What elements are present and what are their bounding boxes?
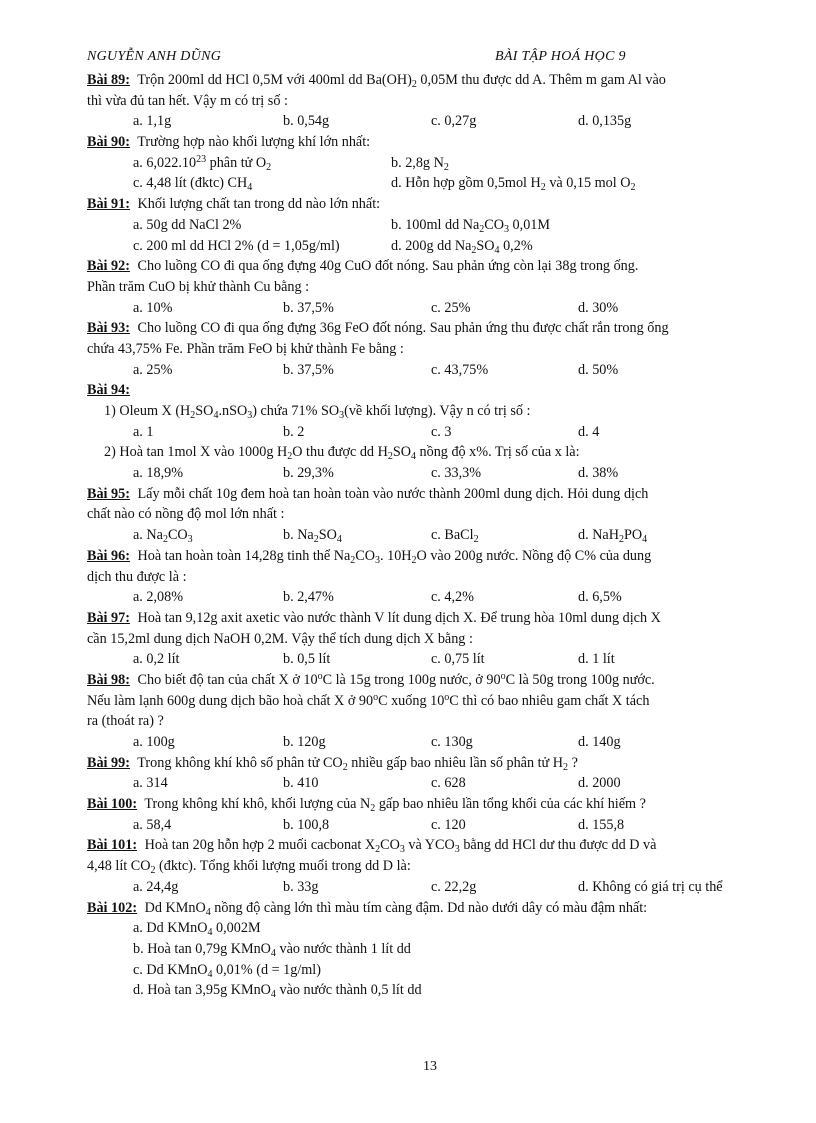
answer-option: b. 100,8 [283,816,330,833]
answer-option: d. 155,8 [578,816,625,833]
question-text: Dd KMnO$_4$ nồng độ càng lớn thì màu tím càng đậm. Dd nào dưới dây có màu đậm nhất: [141,899,648,918]
answer-options-row [87,773,787,794]
question-number: Bài 97: [87,609,130,626]
answer-option: d. 50% [578,361,619,378]
question-text: Trường hợp nào khối lượng khí lớn nhất: [133,134,371,151]
answer-option: b. 100ml dd $Na_2CO_3$ 0,01M [391,216,550,235]
answer-option: a. 6,022.10$^{23}$ phân tử $O_2$ [133,153,272,173]
question-text-line: chất nào có nồng độ mol lớn nhất : [87,506,285,523]
header-author: NGUYỄN ANH DŨNG [87,49,222,64]
answer-options-row [87,298,787,319]
question-text-line: chứa 43,75% Fe. Phần trăm FeO bị khử thành Fe bằng : [87,340,404,357]
question-line [87,318,787,339]
answer-option: d. Hỗn hợp gồm 0,5mol $H_2$ và 0,15 mol $O_2$ [391,175,636,194]
answer-option: b. 2,8g $N_2$ [391,154,449,173]
answer-option: d. Không có giá trị cụ thể [578,878,723,895]
question-text: Trộn 200ml dd HCl 0,5M với 400ml dd $Ba(OH)_2$ 0,05M thu được dd A. Thêm m gam Al vào [133,72,666,90]
answer-option: a. 2,08% [133,589,184,606]
question-text: Trong không khí khô, khối lượng của $N_2$ gấp bao nhiêu lần tổng khối của các khí hiếm ? [141,796,646,815]
answer-option: a. 58,4 [133,816,172,833]
answer-option: a. 0,2 lít [133,651,180,668]
question-number: Bài 96: [87,547,130,564]
answer-option: d. 140g [578,734,621,750]
question-number: Bài 100: [87,796,138,813]
question-number: Bài 91: [87,196,130,213]
question-number: Bài 98: [87,671,130,688]
question-number: Bài 93: [87,320,130,337]
answer-options-row [87,111,787,132]
answer-option: b. $Na_2SO_4$ [283,527,342,546]
question-text-line: Nếu làm lạnh 600g dung dịch bão hoà chất X ở 90$^o$C xuống 10$^o$C thì có bao nhiêu gam chất X tách [87,691,650,709]
answer-option: a. $Na_2CO_3$ [133,527,193,546]
question-line [87,898,787,919]
answer-option: b. 2 [283,423,305,440]
question-text-line: Phần trăm CuO bị khử thành Cu bằng : [87,278,310,295]
question-line [87,835,787,856]
question-line [87,753,787,774]
question-text: Lấy mỗi chất 10g đem hoà tan hoàn toàn vào nước thành 200ml dung dịch. Hỏi dung dịch [133,485,649,502]
answer-option: c. 4,48 lít (đktc) $CH_4$ [133,175,253,194]
question-text-line: dịch thu được là : [87,568,187,585]
answer-option: c. 120 [431,816,466,833]
answer-option: d. 6,5% [578,589,622,606]
answer-option: c. 22,2g [431,878,477,895]
question-line [87,670,787,691]
question-text-line: ra (thoát ra) ? [87,713,164,730]
answer-option: b. 120g [283,734,326,750]
answer-options-row [87,877,787,898]
answer-option: b. 37,5% [283,299,334,316]
answer-option: d. 1 lít [578,651,615,668]
answer-options-row [87,236,787,257]
question-text-line: 4,48 lít $CO_2$ (đktc). Tổng khối lượng muối trong dd D là: [87,858,411,877]
answer-option: d. 38% [578,465,619,482]
answer-options-row [87,587,787,608]
answer-option: b. Hoà tan 0,79g KMnO$_4$ vào nước thành 1 lít dd [133,940,411,959]
answer-option: b. 37,5% [283,361,334,378]
answer-option: d. 30% [578,299,619,316]
answer-option: d. 2000 [578,775,621,792]
question-line [87,484,787,505]
sub-question-line: 1) Oleum X $(H_2SO_4.nSO_3)$ chứa 71% $SO_3(về$ khối lượng). Vậy n có trị số : [104,403,531,421]
question-text: Cho biết độ tan của chất X ở 10$^o$C là 15g trong 100g nước, ở 90$^o$C là 50g trong 100g nước. [133,670,655,688]
question-number: Bài 92: [87,258,130,275]
answer-options-row [87,422,787,443]
question-number: Bài 102: [87,899,138,916]
answer-options-row [87,360,787,381]
answer-option: a. 1,1g [133,113,172,130]
answer-option: c. 4,2% [431,589,474,606]
question-number: Bài 99: [87,754,130,771]
answer-option: d. Hoà tan 3,95g KMnO$_4$ vào nước thành 0,5 lít dd [133,982,422,1001]
sub-question-line: 2) Hoà tan 1mol X vào 1000g $H_2O$ thu được dd $H_2SO_4$ nồng độ x%. Trị số của x là: [104,444,580,463]
answer-option: c. Dd KMnO$_4$ 0,01% (d = 1g/ml) [133,961,321,980]
answer-option: a. 1 [133,423,154,440]
answer-option: c. 0,27g [431,113,477,130]
question-text: Hoà tan hoàn toàn 14,28g tinh thể $Na_2CO_3$. $10H_2O$ vào 200g nước. Nồng độ C% của dung [133,547,652,566]
question-line [87,794,787,815]
answer-option: c. 628 [431,775,466,792]
answer-option: d. $NaH_2PO_4$ [578,527,648,546]
answer-option: c. 33,3% [431,465,482,482]
question-line [87,70,787,91]
question-line [87,546,787,567]
answer-options-row [87,153,787,174]
answer-option: d. 4 [578,423,600,440]
answer-options-row [87,732,787,753]
answer-option: b. 29,3% [283,465,334,482]
question-line [87,194,787,215]
header-title: BÀI TẬP HOÁ HỌC 9 [495,49,626,64]
answer-option: d. 0,135g [578,113,632,130]
answer-option: a. 10% [133,299,173,316]
question-text: Trong không khí khô số phân tử $CO_2$ nhiều gấp bao nhiêu lần số phân tử $H_2$ ? [133,754,578,773]
answer-option: d. 200g dd $Na_2SO_4$ 0,2% [391,237,533,256]
question-line [87,608,787,629]
answer-option: c. 130g [431,734,473,750]
question-line [87,132,787,153]
answer-options-row [87,815,787,836]
answer-option: c. 43,75% [431,361,489,378]
question-line [87,256,787,277]
answer-option: a. Dd KMnO$_4$ 0,002M [133,920,261,939]
question-text-line: thì vừa đủ tan hết. Vậy m có trị số : [87,92,288,109]
answer-option: a. 100g [133,734,175,750]
answer-option: c. 0,75 lít [431,651,485,668]
question-text: Khối lượng chất tan trong dd nào lớn nhất: [133,196,381,213]
question-text-line: cần 15,2ml dung dịch NaOH 0,2M. Vậy thể tích dung dịch X bằng : [87,630,473,647]
answer-option: a. 24,4g [133,878,179,895]
answer-options-row [87,463,787,484]
question-text: Hoà tan 9,12g axit axetic vào nước thành V lít dung dịch X. Để trung hòa 10ml dung dịch X [133,609,661,626]
answer-options-row [87,215,787,236]
answer-options-row [87,525,787,546]
answer-option: b. 33g [283,878,319,895]
answer-option: c. BaCl$_2$ [431,527,479,546]
answer-option: c. 3 [431,423,452,440]
answer-options-row [87,173,787,194]
answer-option: b. 410 [283,775,319,792]
answer-option: a. 18,9% [133,465,184,482]
exercise-list [87,70,787,1001]
question-line [87,380,787,401]
question-text: Cho luồng CO đi qua ống đựng 40g CuO đốt nóng. Sau phản ứng còn lại 38g trong ống. [133,258,639,275]
answer-option: c. 200 ml dd HCl 2% (d = 1,05g/ml) [133,237,340,254]
answer-option: b. 2,47% [283,589,334,606]
answer-options-row [87,649,787,670]
answer-option: a. 314 [133,775,168,792]
answer-option: a. 25% [133,361,173,378]
question-text: Hoà tan 20g hỗn hợp 2 muối cacbonat $X_2CO_3$ và $YCO_3$ bằng dd HCl dư thu được dd D và [141,837,657,856]
question-text: Cho luồng CO đi qua ống đựng 36g FeO đốt nóng. Sau phản ứng thu được chất rắn trong ống [133,320,669,337]
question-number: Bài 95: [87,485,130,502]
page-number: 13 [423,1059,437,1074]
answer-option: b. 0,5 lít [283,651,331,668]
answer-option: b. 0,54g [283,113,330,130]
question-number: Bài 90: [87,134,130,151]
answer-option: c. 25% [431,299,471,316]
question-number: Bài 89: [87,72,130,88]
question-number: Bài 94: [87,382,130,399]
question-number: Bài 101: [87,837,138,854]
answer-option: a. 50g dd NaCl 2% [133,216,242,233]
